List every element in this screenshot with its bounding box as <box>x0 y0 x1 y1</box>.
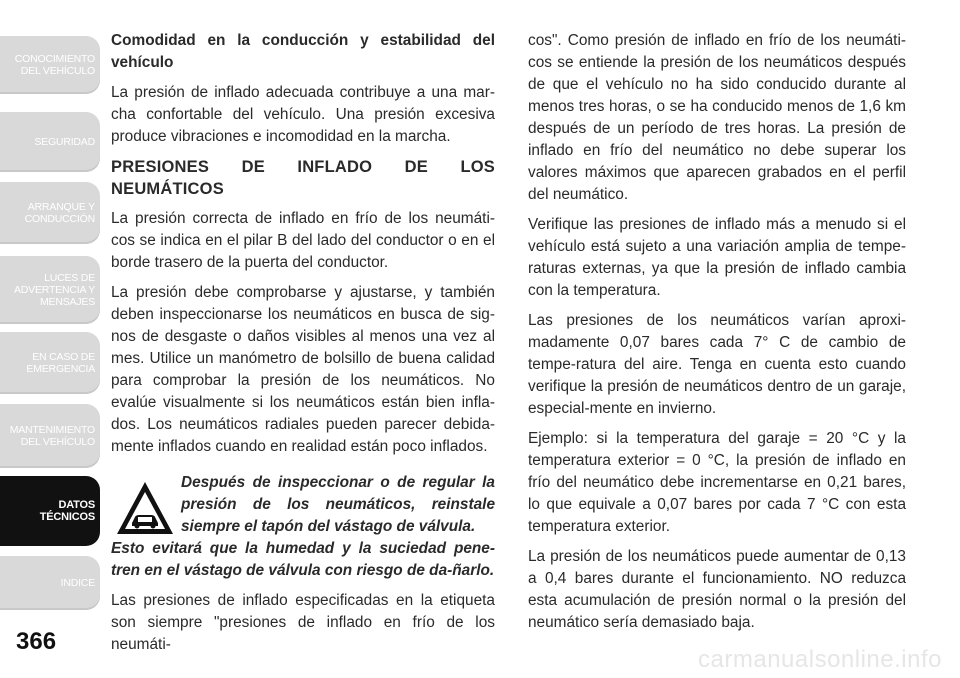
section-title: PRESIONES DE INFLADO DE LOS NEUMÁTICOS <box>111 158 495 198</box>
tab-luces[interactable]: LUCES DE ADVERTENCIA Y MENSAJES <box>0 256 100 324</box>
paragraph: cos". Como presión de inflado en frío de los neumáti-cos se entiende la presión de los neumáticos después de que el vehículo no ha sido conducido durante al menos tres horas, o se ha conducido menos de 1,6 km después de un período de tres horas. La presión de inflado en frío del neumático no debe superar los valores máximos que aparecen grabados en el perfil del neumático. <box>528 32 906 203</box>
paragraph: La presión correcta de inflado en frío de los neumáti-cos se indica en el pilar B del lado del conductor o en el borde trasero de la puerta del conductor. <box>111 210 495 271</box>
tab-arranque[interactable]: ARRANQUE Y CONDUCCIÓN <box>0 182 100 244</box>
paragraph: Verifique las presiones de inflado más a menudo si el vehículo está sujeto a una variación amplia de tempe-raturas externas, ya que la presión de inflado cambia con la temperatura. <box>528 216 906 299</box>
paragraph: Ejemplo: si la temperatura del garaje = 20 °C y la temperatura exterior = 0 °C, la presión de inflado en frío del neumático debe incrementarse en 0,21 bares, lo que equivale a 0,07 bares por cada 7 °C con esta temperatura exterior. <box>528 430 906 535</box>
watermark: carmanualsonline.info <box>698 646 942 673</box>
page-number: 366 <box>16 628 57 655</box>
paragraph: La presión de inflado adecuada contribuye a una mar-cha confortable del vehículo. Una presión excesiva produce vibraciones e incomodidad en la marcha. <box>111 84 495 145</box>
warning-icon <box>115 480 175 536</box>
paragraph: La presión de los neumáticos puede aumentar de 0,13 a 0,4 bares durante el funcionamiento. NO reduzca esta acumulación de presión normal o la presión del neumático sería demasiado baja. <box>528 548 906 631</box>
tab-conocimiento[interactable]: CONOCIMIENTO DEL VEHÍCULO <box>0 36 100 94</box>
warning-text: Después de inspeccionar o de regular la presión de los neumáticos, reinstale siempre el tapón del vástago de válvula. <box>181 474 495 535</box>
paragraph: Las presiones de los neumáticos varían aproxi-madamente 0,07 bares cada 7° C de cambio de tempe-ratura del aire. Tenga en cuenta esto cuando verifique la presión de neumáticos dentro de un garaje, especial-mente en invierno. <box>528 312 906 417</box>
tab-seguridad[interactable]: SEGURIDAD <box>0 112 100 172</box>
warning-box <box>111 472 495 582</box>
tab-indice[interactable]: INDICE <box>0 556 100 610</box>
paragraph: La presión debe comprobarse y ajustarse, y también deben inspeccionarse los neumáticos en busca de sig-nos de desgaste o daños visibles al menos una vez al mes. Utilice un manómetro de bolsillo de buena calidad para comprobar la presión de los neumáticos. No evalúe visualmente si los neumáticos están bien infla-dos. Los neumáticos radiales pueden parecer debida-mente inflados cuando en realidad están poco inflados. <box>111 284 495 455</box>
tab-datos-tecnicos[interactable]: DATOS TÉCNICOS <box>0 476 100 546</box>
sidebar-nav <box>0 0 100 678</box>
left-column <box>111 30 495 664</box>
warning-text-continued: Esto evitará que la humedad y la suciedad pene-tren en el vástago de válvula con riesgo de da-ñarlo. <box>111 540 495 579</box>
paragraph: Las presiones de inflado especificadas en la etiqueta son siempre "presiones de inflado en frío de los neumáti- <box>111 592 495 653</box>
tab-emergencia[interactable]: EN CASO DE EMERGENCIA <box>0 332 100 394</box>
tab-mantenimiento[interactable]: MANTENIMIENTO DEL VEHÍCULO <box>0 404 100 468</box>
right-column <box>528 30 906 642</box>
subheading: Comodidad en la conducción y estabilidad del vehículo <box>111 32 495 71</box>
